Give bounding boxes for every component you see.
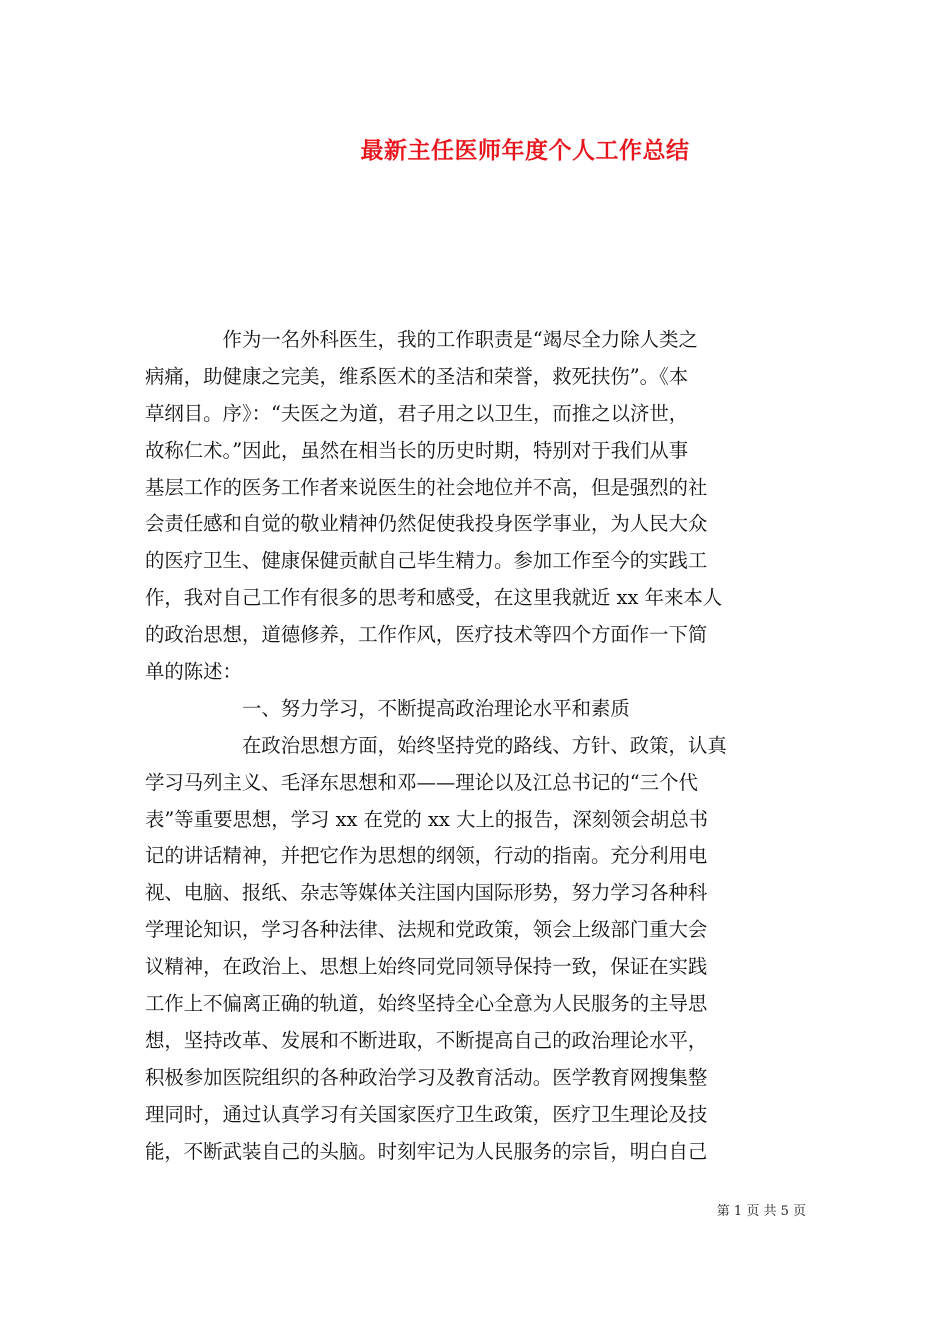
body-line: 故称仁术。”因此，虽然在相当长的历史时期，特别对于我们从事: [145, 438, 689, 462]
body-line: 视、电脑、报纸、杂志等媒体关注国内国际形势，努力学习各种科: [145, 881, 708, 905]
body-line: 想，坚持改革、发展和不断进取，不断提高自己的政治理论水平，: [145, 1028, 708, 1052]
body-line: 单的陈述：: [145, 660, 242, 684]
body-line: 能，不断武装自己的头脑。时刻牢记为人民服务的宗旨，明白自己: [145, 1139, 708, 1163]
body-line: 学理论知识，学习各种法律、法规和党政策，领会上级部门重大会: [145, 918, 708, 942]
body-line: 会责任感和自觉的敬业精神仍然促使我投身医学事业，为人民大众: [145, 512, 708, 536]
body-line: 作，我对自己工作有很多的思考和感受，在这里我就近 xx 年来本人: [145, 586, 723, 610]
document-body: [145, 322, 807, 1170]
body-line: 草纲目。序》：“夫医之为道，君子用之以卫生，而推之以济世，: [145, 401, 689, 425]
body-line: 议精神，在政治上、思想上始终同党同领导保持一致，保证在实践: [145, 955, 708, 979]
body-line: 的医疗卫生、健康保健贡献自己毕生精力。参加工作至今的实践工: [145, 549, 708, 573]
body-line: 基层工作的医务工作者来说医生的社会地位并不高，但是强烈的社: [145, 475, 708, 499]
body-line: 表”等重要思想，学习 xx 在党的 xx 大上的报告，深刻领会胡总书: [145, 807, 709, 831]
section-heading: 一、努力学习，不断提高政治理论水平和素质: [145, 696, 630, 720]
body-line: 记的讲话精神，并把它作为思想的纲领，行动的指南。充分利用电: [145, 844, 708, 868]
page-number-footer: 第 1 页 共 5 页: [716, 1204, 806, 1219]
body-line: 病痛，助健康之完美，维系医术的圣洁和荣誉，救死扶伤”。《本: [145, 364, 689, 388]
body-line: 作为一名外科医生，我的工作职责是“竭尽全力除人类之: [145, 328, 698, 351]
body-line: 理同时，通过认真学习有关国家医疗卫生政策，医疗卫生理论及技: [145, 1102, 708, 1126]
body-line: 学习马列主义、毛泽东思想和邓——理论以及江总书记的“三个代: [145, 770, 698, 794]
body-line: 积极参加医院组织的各种政治学习及教育活动。医学教育网搜集整: [145, 1065, 708, 1089]
body-line: 工作上不偏离正确的轨道，始终坚持全心全意为人民服务的主导思: [145, 992, 708, 1016]
document-title: 最新主任医师年度个人工作总结: [360, 137, 690, 164]
body-line: 在政治思想方面，始终坚持党的路线、方针、政策，认真: [145, 733, 727, 757]
body-line: 的政治思想，道德修养，工作作风，医疗技术等四个方面作一下简: [145, 623, 708, 647]
